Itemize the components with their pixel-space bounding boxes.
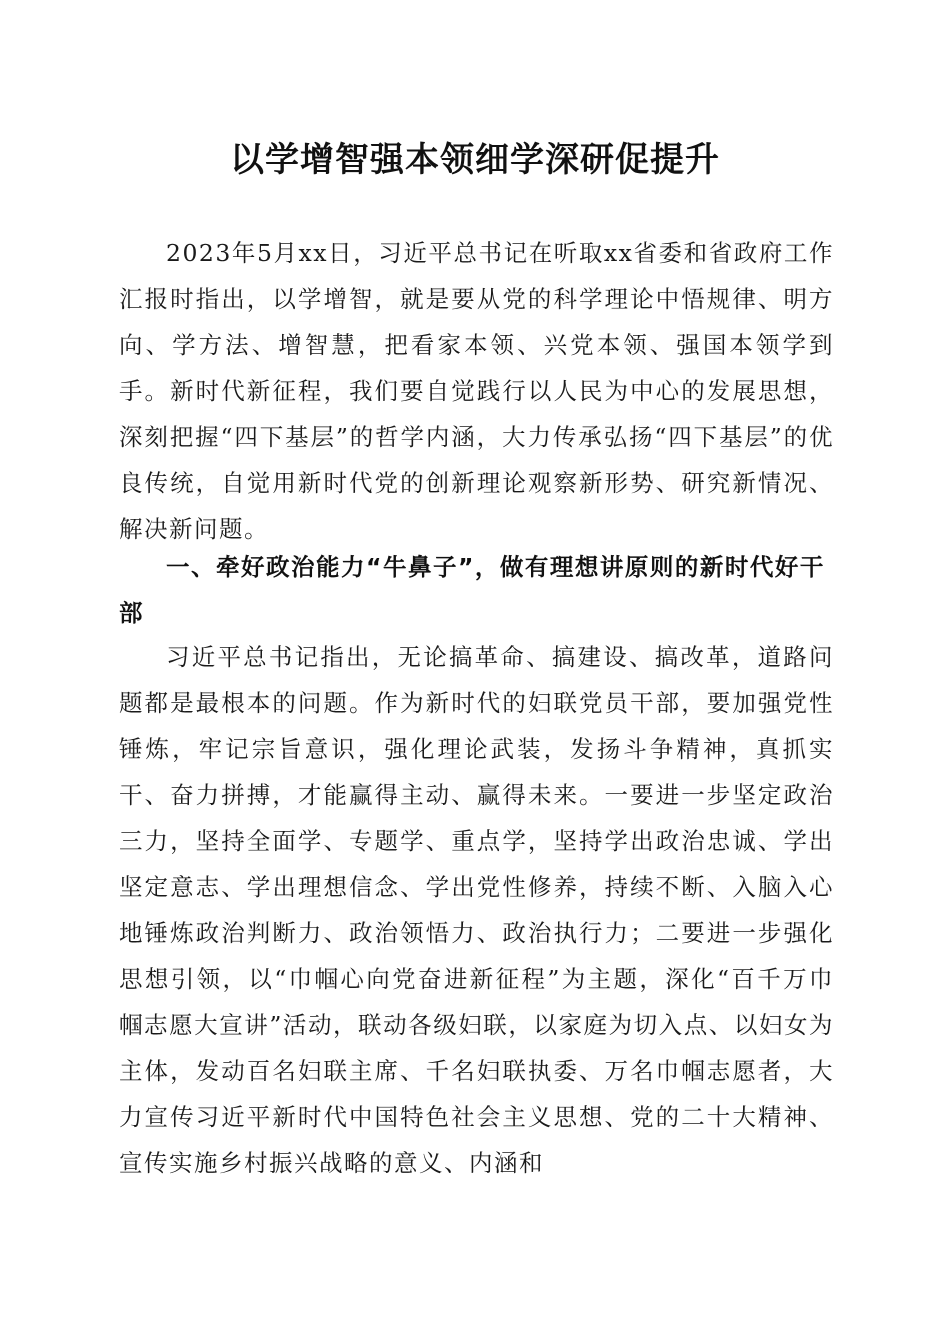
document-title: 以学增智强本领细学深研促提升 bbox=[230, 140, 720, 180]
section-paragraph: 习近平总书记指出，无论搞革命、搞建设、搞改革，道路问题都是最根本的问题。作为新时代的妇联党员干部，要加强党性锤炼，牢记宗旨意识，强化理论武装，发扬斗争精神，真抓实干、奋力拼搏，才能赢得主动、赢得未来。一要进一步坚定政治三力，坚持全面学、专题学、重点学，坚持学出政治忠诚、学出坚定意志、学出理想信念、学出党性修养，持续不断、入脑入心地锤炼政治判断力、政治领悟力、政治执行力；二要进一步强化思想引领，以“巾帼心向党奋进新征程”为主题，深化“百千万巾帼志愿大宣讲”活动，联动各级妇联，以家庭为切入点、以妇女为主体，发动百名妇联主席、千名妇联执委、万名巾帼志愿者，大力宣传习近平新时代中国特色社会主义思想、党的二十大精神、宣传实施乡村振兴战略的意义、内涵和 bbox=[119, 643, 834, 1177]
section-heading: 一、牵好政治能力“牛鼻子”，做有理想讲原则的新时代好干部 bbox=[119, 553, 825, 627]
intro-paragraph: 2023年5月xx日，习近平总书记在听取xx省委和省政府工作汇报时指出，以学增智，就是要从党的科学理论中悟规律、明方向、学方法、增智慧，把看家本领、兴党本领、强国本领学到手。新时代新征程，我们要自觉践行以人民为中心的发展思想，深刻把握“四下基层”的哲学内涵，大力传承弘扬“四下基层”的优良传统，自觉用新时代党的创新理论观察新形势、研究新情况、解决新问题。 bbox=[119, 239, 834, 543]
